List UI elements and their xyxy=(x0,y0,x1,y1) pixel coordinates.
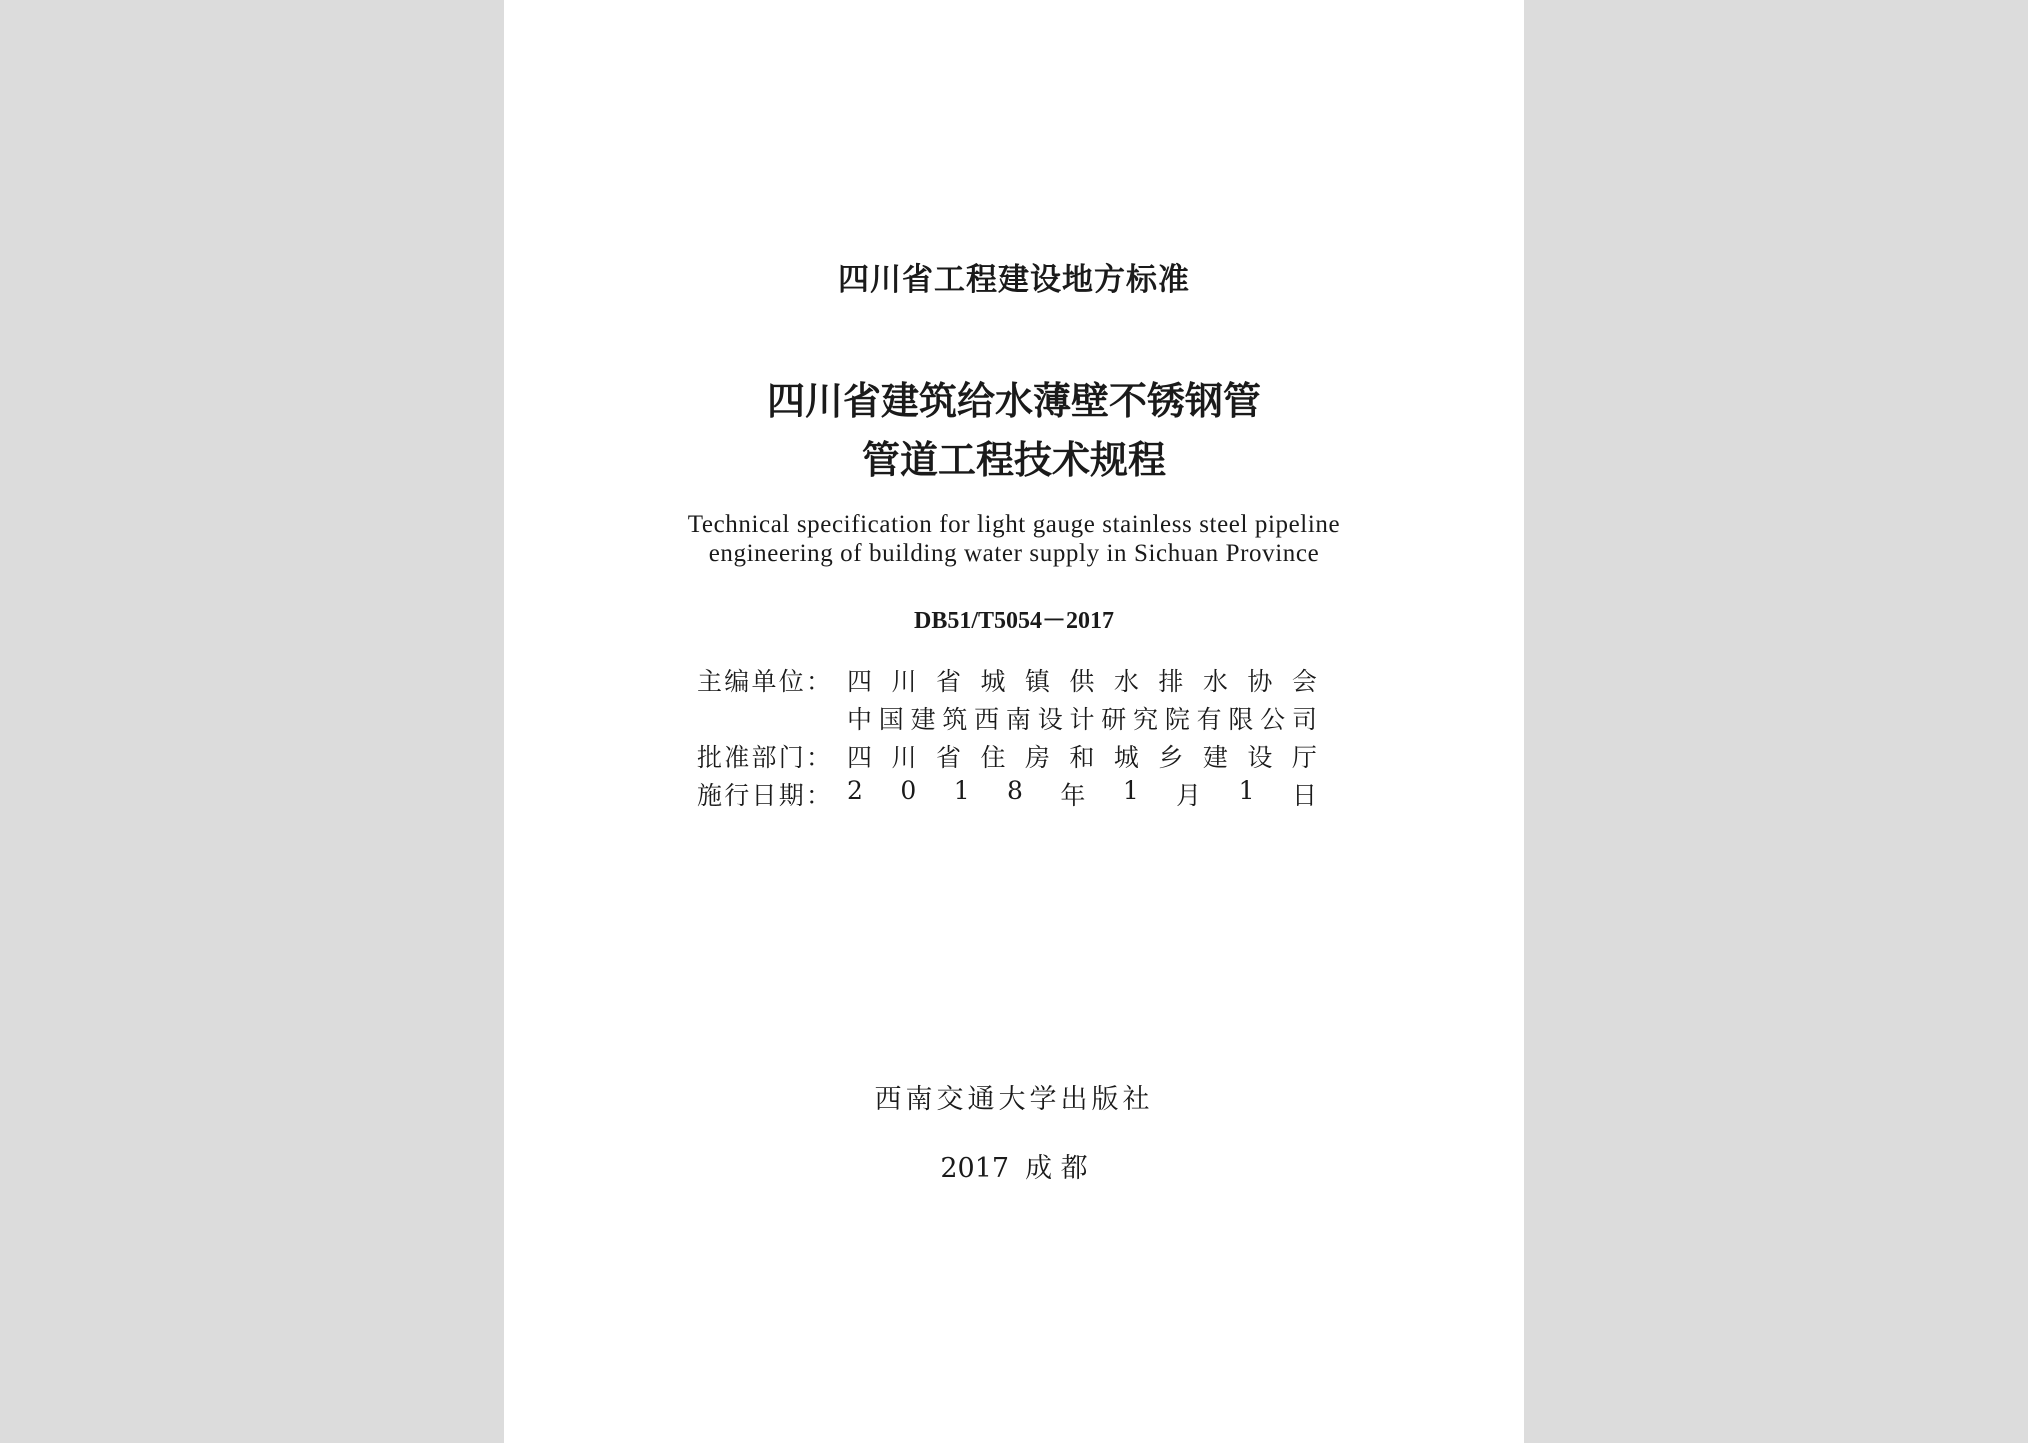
approver-label: 批 准 部 门 ： xyxy=(697,743,831,772)
editor-value-1: 四 川 省 城 镇 供 水 排 水 协 会 xyxy=(847,667,1317,696)
publication-year: 2017 xyxy=(940,1153,1010,1184)
english-title-line-1: Technical specification for light gauge stainless steel pipeline xyxy=(687,511,1341,538)
editor-label: 主 编 单 位 ： xyxy=(697,667,831,696)
publication-city: 成 都 xyxy=(1025,1153,1088,1184)
document-title-line-1: 四川省建筑给水薄壁不锈钢管 xyxy=(766,379,1261,423)
approver-value: 四 川 省 住 房 和 城 乡 建 设 厅 xyxy=(847,743,1317,772)
effective-date-value: 2 0 1 8 年 1 月 1 日 xyxy=(847,776,1317,810)
publisher-name: 西南交通大学出版社 xyxy=(874,1084,1154,1115)
publication-year-city xyxy=(504,1146,1524,1185)
effective-date-label: 施 行 日 期 ： xyxy=(697,781,831,810)
english-title-line-2: engineering of building water supply in Sichuan Province xyxy=(708,540,1320,567)
standard-code: DB51/T5054－2017 xyxy=(913,608,1114,634)
document-page xyxy=(504,0,1524,1443)
editor-value-2: 中 国 建 筑 西 南 设 计 研 究 院 有 限 公 司 xyxy=(847,705,1317,734)
document-title-line-2: 管道工程技术规程 xyxy=(861,438,1166,482)
standard-series-label: 四川省工程建设地方标准 xyxy=(838,262,1190,298)
